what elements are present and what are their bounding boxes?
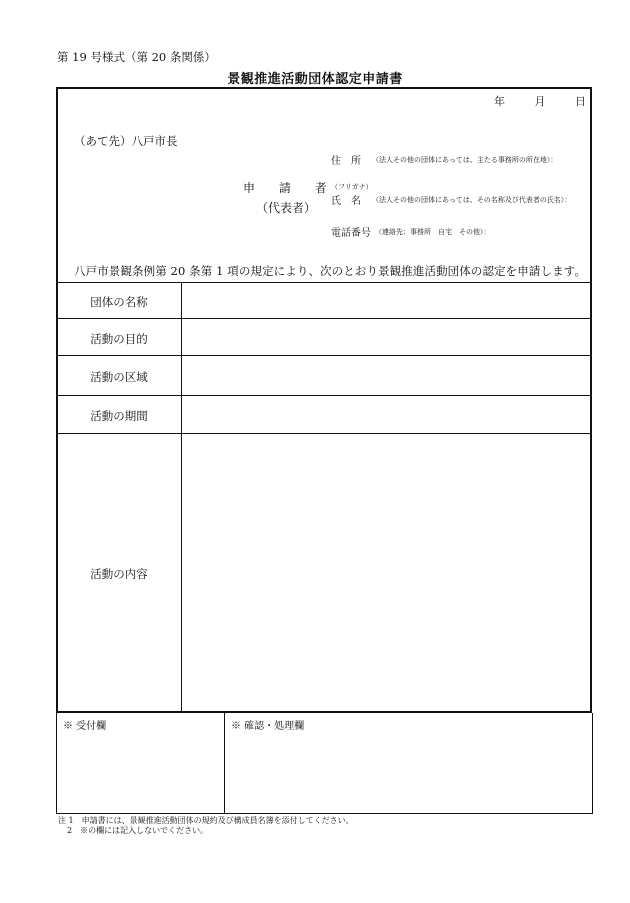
column-divider	[181, 282, 182, 711]
date-day-label: 日	[575, 95, 586, 108]
representative-label: （代表者）	[256, 201, 317, 215]
form-number: 第 19 号様式（第 20 条関係）	[57, 50, 216, 64]
document-title: 景観推進活動団体認定申請書	[227, 72, 403, 87]
row-label-content: 活動の内容	[90, 567, 148, 581]
date-year-label: 年	[494, 95, 505, 108]
date-month-label: 月	[534, 95, 546, 108]
confirmation-label: ※ 確認・処理欄	[231, 721, 305, 732]
phone-note: （連絡先：事務所 自宅 その他）：	[375, 228, 491, 236]
row-label-purpose: 活動の目的	[90, 332, 148, 346]
addressee: （あて先）八戸市長	[74, 134, 178, 148]
row-divider	[58, 318, 590, 319]
name-label: 氏 名	[331, 196, 361, 207]
row-label-group-name: 団体の名称	[90, 295, 148, 309]
applicant-label: 申 請 者	[243, 181, 337, 195]
phone-label: 電話番号	[331, 228, 371, 239]
reception-label: ※ 受付欄	[63, 721, 107, 732]
row-divider	[58, 395, 590, 396]
table-top-rule	[58, 282, 590, 283]
furigana-label: （フリガナ）	[331, 183, 373, 191]
address-label: 住 所	[331, 156, 361, 167]
office-use-box	[56, 713, 593, 814]
declaration-text: 八戸市景観条例第 20 条第 1 項の規定により、次のとおり景観推進活動団体の認定を申請します。	[74, 264, 586, 278]
row-divider	[58, 355, 590, 356]
note-2: 2 ※の欄には記入しないでください。	[67, 826, 209, 835]
row-divider	[58, 433, 590, 434]
row-label-area: 活動の区域	[90, 370, 148, 384]
row-label-period: 活動の期間	[90, 409, 148, 423]
office-column-divider	[224, 713, 225, 814]
note-1: 注 1 申請書には、景観推進活動団体の規約及び構成員名簿を添付してください。	[58, 816, 354, 825]
date-line	[494, 93, 586, 109]
address-note: （法人その他の団体にあっては、主たる事務所の所在地）：	[372, 156, 558, 164]
name-note: （法人その他の団体にあっては、その名称及び代表者の氏名）：	[372, 196, 572, 204]
